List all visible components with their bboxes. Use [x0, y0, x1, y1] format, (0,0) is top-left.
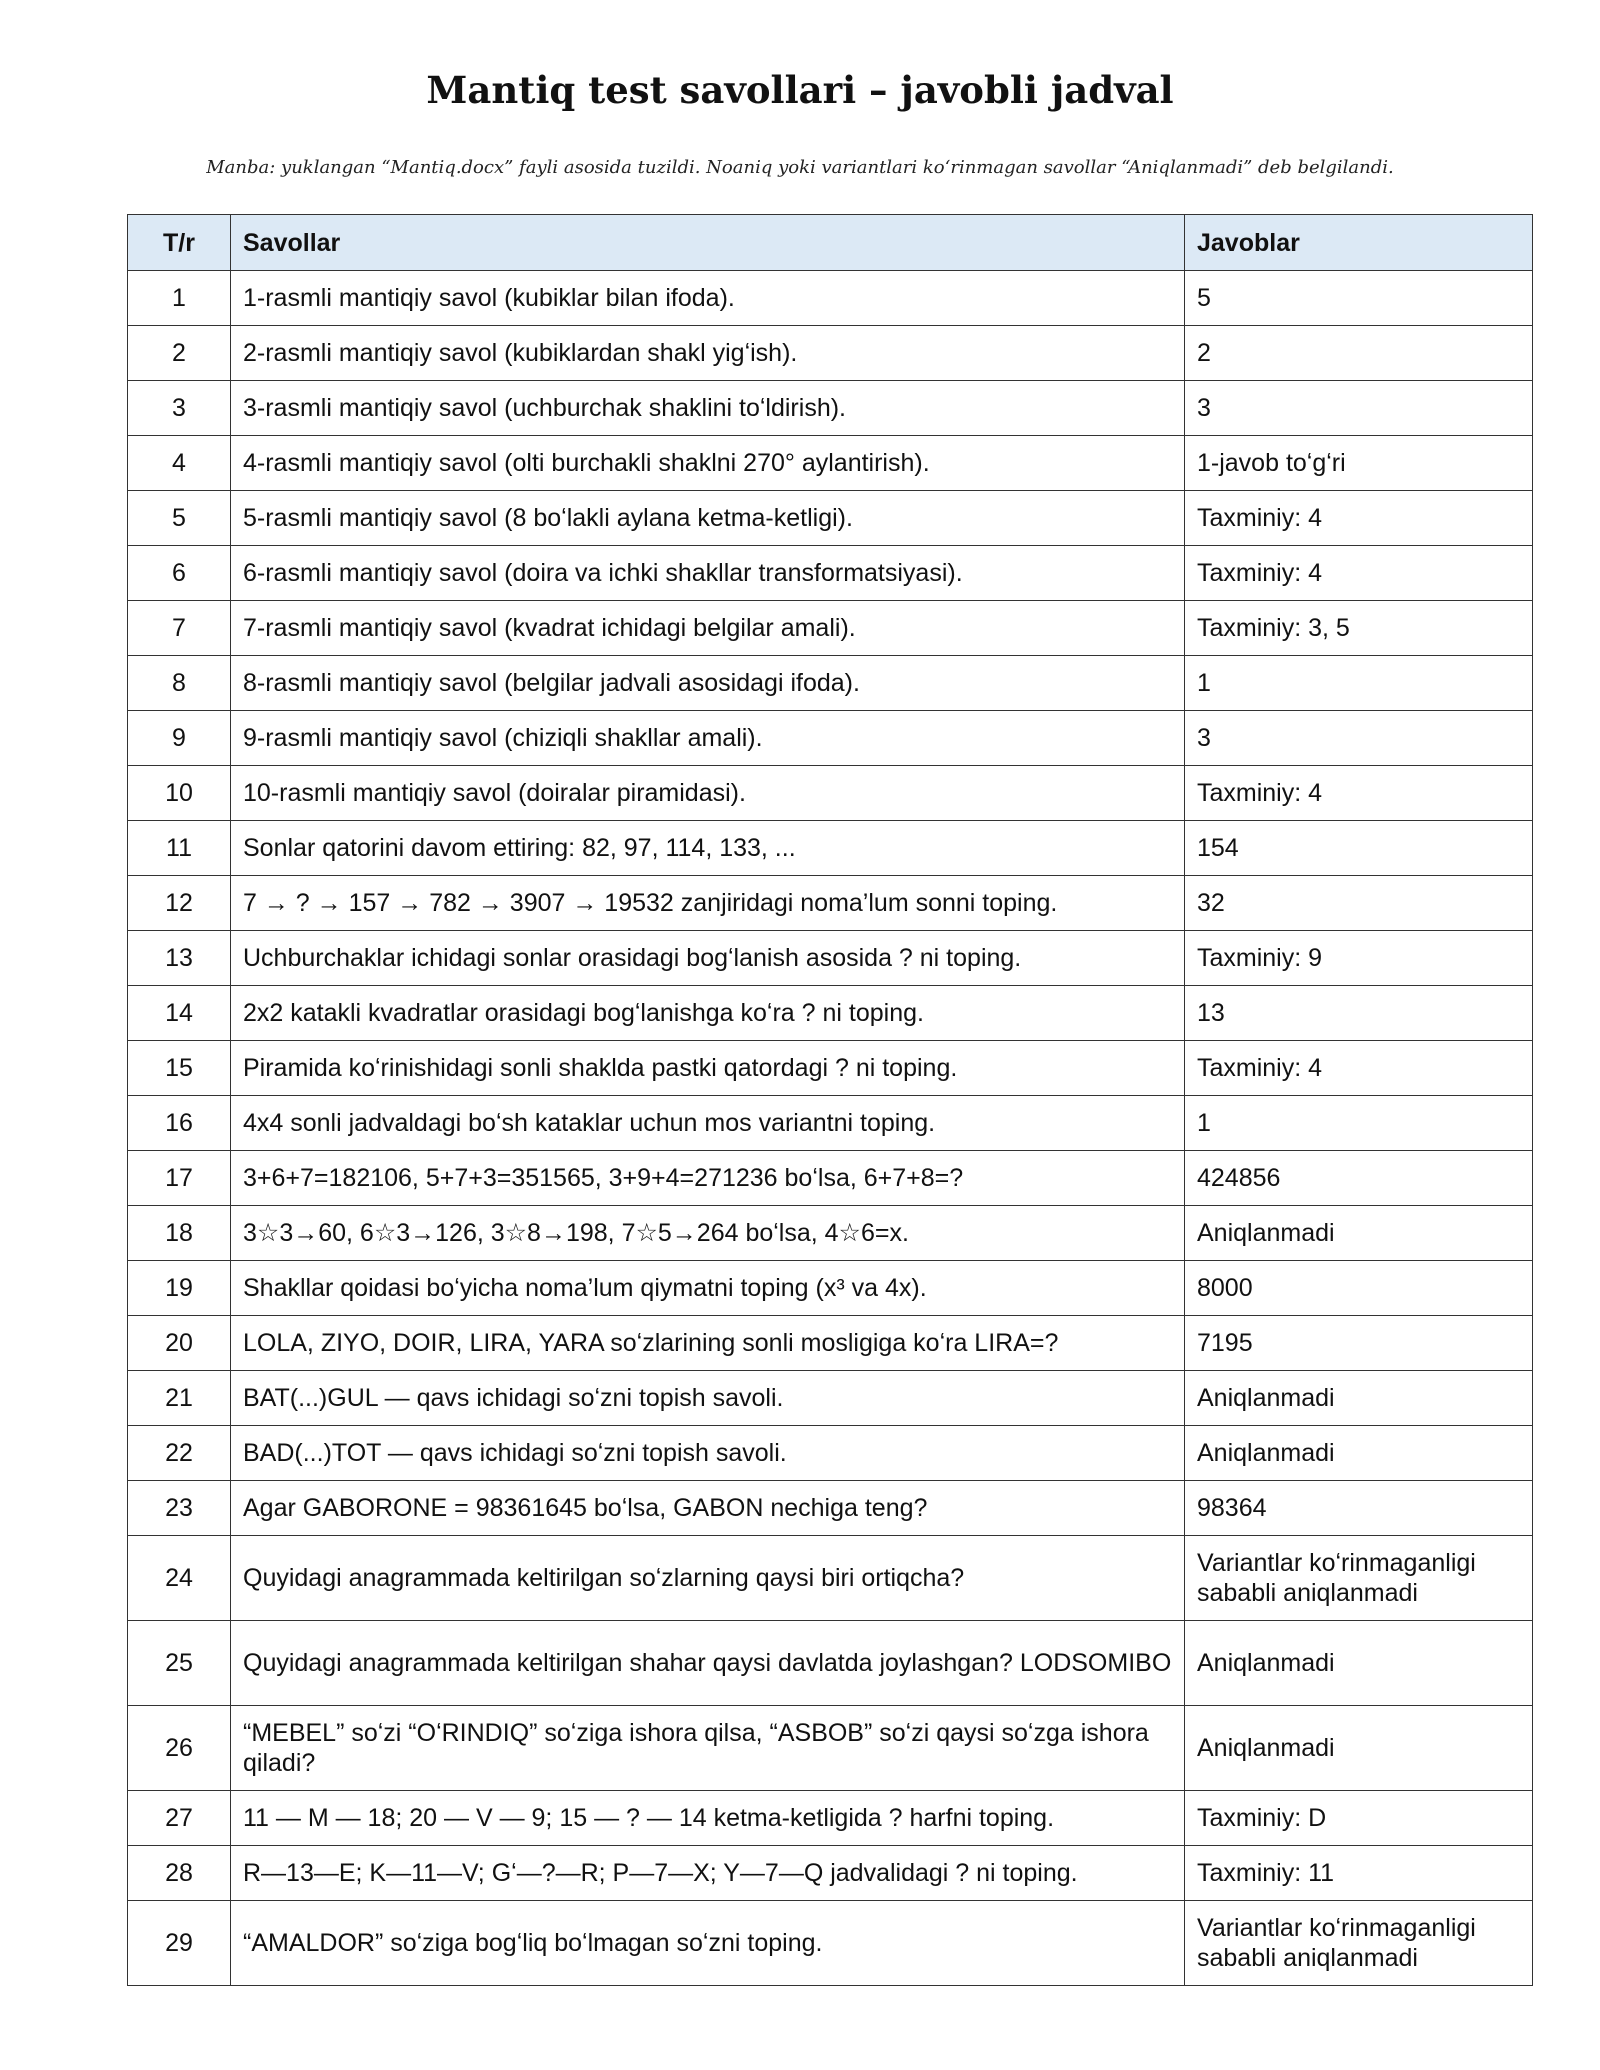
row-answer: 1 — [1185, 656, 1533, 711]
table-body — [128, 271, 1533, 1986]
row-answer: Variantlar koʻrinmaganligi sababli aniqlanmadi — [1185, 1536, 1533, 1621]
table-row — [128, 766, 1533, 821]
table-row — [128, 876, 1533, 931]
row-number: 17 — [128, 1151, 231, 1206]
row-answer: Taxminiy: 3, 5 — [1185, 601, 1533, 656]
table-row — [128, 1041, 1533, 1096]
row-question: 7 → ? → 157 → 782 → 3907 → 19532 zanjiridagi noma’lum sonni toping. — [231, 876, 1185, 931]
table-row — [128, 381, 1533, 436]
row-answer: 2 — [1185, 326, 1533, 381]
row-answer: 32 — [1185, 876, 1533, 931]
table-row — [128, 1536, 1533, 1621]
row-answer: Aniqlanmadi — [1185, 1206, 1533, 1261]
row-number: 26 — [128, 1706, 231, 1791]
answers-table — [127, 214, 1533, 1986]
row-answer: Aniqlanmadi — [1185, 1706, 1533, 1791]
row-answer: Taxminiy: 4 — [1185, 766, 1533, 821]
row-answer: Taxminiy: 4 — [1185, 491, 1533, 546]
row-number: 11 — [128, 821, 231, 876]
row-answer: Taxminiy: 9 — [1185, 931, 1533, 986]
row-number: 18 — [128, 1206, 231, 1261]
row-answer: Taxminiy: 11 — [1185, 1846, 1533, 1901]
row-question: Shakllar qoidasi boʻyicha noma’lum qiymatni toping (x³ va 4x). — [231, 1261, 1185, 1316]
table-row — [128, 1481, 1533, 1536]
row-question: 10-rasmli mantiqiy savol (doiralar piramidasi). — [231, 766, 1185, 821]
row-question: 2x2 katakli kvadratlar orasidagi bogʻlanishga koʻra ? ni toping. — [231, 986, 1185, 1041]
row-number: 24 — [128, 1536, 231, 1621]
row-number: 8 — [128, 656, 231, 711]
row-answer: 98364 — [1185, 1481, 1533, 1536]
row-question: 8-rasmli mantiqiy savol (belgilar jadvali asosidagi ifoda). — [231, 656, 1185, 711]
row-number: 12 — [128, 876, 231, 931]
row-number: 29 — [128, 1901, 231, 1986]
row-answer: 8000 — [1185, 1261, 1533, 1316]
row-number: 27 — [128, 1791, 231, 1846]
row-number: 28 — [128, 1846, 231, 1901]
table-row — [128, 1371, 1533, 1426]
row-answer: Aniqlanmadi — [1185, 1371, 1533, 1426]
row-question: Quyidagi anagrammada keltirilgan shahar qaysi davlatda joylashgan? LODSOMIBO — [231, 1621, 1185, 1706]
row-question: 2-rasmli mantiqiy savol (kubiklardan shakl yigʻish). — [231, 326, 1185, 381]
row-question: 3☆3→60, 6☆3→126, 3☆8→198, 7☆5→264 boʻlsa, 4☆6=x. — [231, 1206, 1185, 1261]
row-number: 25 — [128, 1621, 231, 1706]
table-row — [128, 601, 1533, 656]
table-row — [128, 326, 1533, 381]
row-number: 21 — [128, 1371, 231, 1426]
row-question: 4x4 sonli jadvaldagi boʻsh kataklar uchun mos variantni toping. — [231, 1096, 1185, 1151]
table-row — [128, 1096, 1533, 1151]
row-answer: 13 — [1185, 986, 1533, 1041]
row-number: 13 — [128, 931, 231, 986]
row-question: 6-rasmli mantiqiy savol (doira va ichki shakllar transformatsiyasi). — [231, 546, 1185, 601]
row-answer: 424856 — [1185, 1151, 1533, 1206]
table-row — [128, 711, 1533, 766]
row-question: Quyidagi anagrammada keltirilgan soʻzlarning qaysi biri ortiqcha? — [231, 1536, 1185, 1621]
row-number: 5 — [128, 491, 231, 546]
row-question: BAD(...)TOT — qavs ichidagi soʻzni topish savoli. — [231, 1426, 1185, 1481]
row-number: 23 — [128, 1481, 231, 1536]
row-answer: 1-javob toʻgʻri — [1185, 436, 1533, 491]
row-number: 10 — [128, 766, 231, 821]
row-question: 11 — M — 18; 20 — V — 9; 15 — ? — 14 ketma-ketligida ? harfni toping. — [231, 1791, 1185, 1846]
table-row — [128, 986, 1533, 1041]
row-question: “AMALDOR” soʻziga bogʻliq boʻlmagan soʻzni toping. — [231, 1901, 1185, 1986]
row-answer: Taxminiy: 4 — [1185, 1041, 1533, 1096]
header-questions: Savollar — [231, 215, 1185, 271]
row-question: BAT(...)GUL — qavs ichidagi soʻzni topish savoli. — [231, 1371, 1185, 1426]
row-number: 6 — [128, 546, 231, 601]
row-number: 3 — [128, 381, 231, 436]
table-row — [128, 1426, 1533, 1481]
header-number: T/r — [128, 215, 231, 271]
table-row — [128, 1901, 1533, 1986]
row-answer: Aniqlanmadi — [1185, 1621, 1533, 1706]
row-question: Sonlar qatorini davom ettiring: 82, 97, 114, 133, ... — [231, 821, 1185, 876]
table-row — [128, 271, 1533, 326]
table-row — [128, 491, 1533, 546]
row-question: 7-rasmli mantiqiy savol (kvadrat ichidagi belgilar amali). — [231, 601, 1185, 656]
table-row — [128, 656, 1533, 711]
row-number: 16 — [128, 1096, 231, 1151]
table-row — [128, 1846, 1533, 1901]
row-answer: Aniqlanmadi — [1185, 1426, 1533, 1481]
table-row — [128, 1621, 1533, 1706]
row-question: Piramida koʻrinishidagi sonli shaklda pastki qatordagi ? ni toping. — [231, 1041, 1185, 1096]
row-answer: 1 — [1185, 1096, 1533, 1151]
row-number: 7 — [128, 601, 231, 656]
row-number: 19 — [128, 1261, 231, 1316]
row-question: 4-rasmli mantiqiy savol (olti burchakli shaklni 270° aylantirish). — [231, 436, 1185, 491]
table-row — [128, 1316, 1533, 1371]
row-question: Uchburchaklar ichidagi sonlar orasidagi bogʻlanish asosida ? ni toping. — [231, 931, 1185, 986]
row-answer: Taxminiy: D — [1185, 1791, 1533, 1846]
row-question: 3+6+7=182106, 5+7+3=351565, 3+9+4=271236 boʻlsa, 6+7+8=? — [231, 1151, 1185, 1206]
table-row — [128, 1261, 1533, 1316]
table-header-row — [128, 215, 1533, 271]
row-answer: 7195 — [1185, 1316, 1533, 1371]
table-row — [128, 436, 1533, 491]
table-row — [128, 1706, 1533, 1791]
table-row — [128, 1151, 1533, 1206]
row-number: 1 — [128, 271, 231, 326]
table-row — [128, 1791, 1533, 1846]
row-question: 9-rasmli mantiqiy savol (chiziqli shakllar amali). — [231, 711, 1185, 766]
row-answer: Variantlar koʻrinmaganligi sababli aniqlanmadi — [1185, 1901, 1533, 1986]
row-answer: Taxminiy: 4 — [1185, 546, 1533, 601]
row-question: LOLA, ZIYO, DOIR, LIRA, YARA soʻzlarining sonli mosligiga koʻra LIRA=? — [231, 1316, 1185, 1371]
row-number: 20 — [128, 1316, 231, 1371]
table-row — [128, 821, 1533, 876]
row-question: Agar GABORONE = 98361645 boʻlsa, GABON nechiga teng? — [231, 1481, 1185, 1536]
row-number: 2 — [128, 326, 231, 381]
row-answer: 154 — [1185, 821, 1533, 876]
row-number: 9 — [128, 711, 231, 766]
row-answer: 3 — [1185, 711, 1533, 766]
row-question: 1-rasmli mantiqiy savol (kubiklar bilan ifoda). — [231, 271, 1185, 326]
row-question: 5-rasmli mantiqiy savol (8 boʻlakli aylana ketma-ketligi). — [231, 491, 1185, 546]
table-row — [128, 931, 1533, 986]
row-number: 22 — [128, 1426, 231, 1481]
row-answer: 5 — [1185, 271, 1533, 326]
table-row — [128, 1206, 1533, 1261]
row-number: 14 — [128, 986, 231, 1041]
row-question: 3-rasmli mantiqiy savol (uchburchak shaklini toʻldirish). — [231, 381, 1185, 436]
row-number: 15 — [128, 1041, 231, 1096]
table-row — [128, 546, 1533, 601]
page-subtitle: Manba: yuklangan “Mantiq.docx” fayli asosida tuzildi. Noaniq yoki variantlari koʻrinmagan savollar “Aniqlanmadi” deb belgilandi. — [206, 157, 1394, 178]
row-question: “MEBEL” soʻzi “OʻRINDIQ” soʻziga ishora qilsa, “ASBOB” soʻzi qaysi soʻzga ishora qiladi? — [231, 1706, 1185, 1791]
row-question: R—13—E; K—11—V; Gʻ—?—R; P—7—X; Y—7—Q jadvalidagi ? ni toping. — [231, 1846, 1185, 1901]
page-title: Mantiq test savollari – javobli jadval — [426, 68, 1174, 112]
row-number: 4 — [128, 436, 231, 491]
header-answers: Javoblar — [1185, 215, 1533, 271]
row-answer: 3 — [1185, 381, 1533, 436]
